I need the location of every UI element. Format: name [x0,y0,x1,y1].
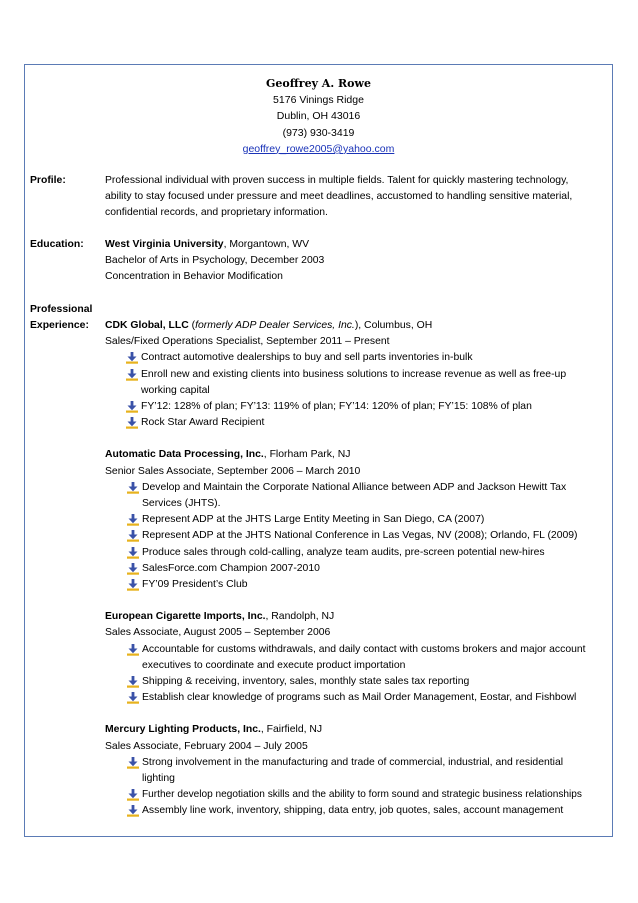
list-item [105,561,610,577]
bullet-text: FY’09 President’s Club [142,579,248,591]
list-item-continuation [104,383,610,399]
bullet-text: Strong involvement in the manufacturing and trade of commercial, industrial, and residential [142,756,564,768]
list-item [105,480,610,496]
list-item-continuation [105,496,610,512]
company-name: Automatic Data Processing, Inc. [105,449,264,461]
down-arrow-bullet-icon [126,369,138,381]
list-item [105,528,610,544]
job-entry [105,447,610,593]
list-item [104,350,610,366]
list-item [105,690,610,706]
list-item [104,415,610,431]
list-item [105,512,610,528]
bullet-text: lighting [142,773,175,785]
school-location: , Morgantown, WV [223,239,310,250]
job-title: Senior Sales Associate, September 2006 – March 2010 [105,465,361,477]
bullet-text: Further develop negotiation skills and the ability to form sound and strategic business relationships [142,789,582,801]
list-item [105,577,610,593]
education-body [105,237,610,286]
job-title: Sales Associate, August 2005 – September 2006 [105,627,331,639]
bullet-text: executives to coordinate and execute product importation [142,659,406,671]
bullet-text: Develop and Maintain the Corporate National Alliance between ADP and Jackson Hewitt Tax [142,481,567,493]
bullet-text: Represent ADP at the JHTS National Conference in Las Vegas, NV (2008); Orlando, FL (2009) [142,530,578,542]
bullet-text: Accountable for customs withdrawals, and daily contact with customs brokers and major account [142,643,586,655]
list-item [105,755,610,771]
list-item [105,787,610,803]
profile-body [105,173,610,222]
former-company-name: formerly ADP Dealer Services, Inc. [195,320,355,331]
job-entry [105,609,610,706]
job-entry [105,318,610,431]
down-arrow-bullet-icon [127,789,139,801]
down-arrow-bullet-icon [127,676,139,688]
down-arrow-bullet-icon [127,644,139,656]
bullet-text: Services (JHTS). [142,498,221,510]
concentration: Concentration in Behavior Modification [105,271,283,283]
down-arrow-bullet-icon [127,563,139,575]
bullet-text: working capital [141,384,210,396]
company-location: , Fairfield, NJ [260,724,323,736]
company-paren: ( [188,320,196,331]
experience-label-line-2: Experience: [30,320,89,332]
down-arrow-bullet-icon [127,530,139,542]
list-item [104,399,610,415]
down-arrow-bullet-icon [127,757,139,769]
list-item [105,674,610,690]
contact-header [24,76,613,157]
email-link[interactable]: geoffrey_rowe2005@yahoo.com [242,142,395,155]
experience-body [105,318,610,820]
address-line-2: Dublin, OH 43016 [276,110,361,123]
profile-line: confidential records, and proprietary information. [105,207,328,219]
down-arrow-bullet-icon [127,482,139,494]
phone-number: (973) 930-3419 [282,126,355,139]
bullet-text: Enroll new and existing clients into business solutions to increase revenue as well as free-up [141,368,567,380]
education-label: Education: [30,239,84,250]
list-item [105,642,610,658]
down-arrow-bullet-icon [127,579,139,591]
bullet-text: SalesForce.com Champion 2007-2010 [142,562,320,574]
candidate-name: Geoffrey A. Rowe [266,77,371,90]
company-name: Mercury Lighting Products, Inc. [105,724,261,736]
company-location: ), Columbus, OH [354,320,433,331]
experience-label [30,302,104,334]
bullet-text: Assembly line work, inventory, shipping, data entry, job quotes, sales, account management [142,805,564,817]
job-title: Sales/Fixed Operations Specialist, September 2011 – Present [105,336,390,348]
down-arrow-bullet-icon [127,805,139,817]
bullet-text: FY’12: 128% of plan; FY’13: 119% of plan; FY’14: 120% of plan; FY’15: 108% of plan [141,401,532,413]
list-item [105,545,610,561]
down-arrow-bullet-icon [127,547,139,559]
job-entry [105,722,610,819]
bullet-text: Produce sales through cold-calling, analyze team audits, pre-screen potential new-hires [142,546,545,558]
list-item [105,803,610,819]
down-arrow-bullet-icon [127,514,139,526]
down-arrow-bullet-icon [127,692,139,704]
down-arrow-bullet-icon [126,352,138,364]
address-line-1: 5176 Vinings Ridge [273,94,364,107]
bullet-text: Contract automotive dealerships to buy and sell parts inventories in-bulk [141,352,473,364]
company-location: , Randolph, NJ [265,611,335,623]
school-name: West Virginia University [105,239,224,250]
profile-line: ability to stay focused under pressure and meet deadlines, accustomed to handling sensitive material, [105,191,573,203]
company-location: , Florham Park, NJ [263,449,351,461]
bullet-text: Represent ADP at the JHTS Large Entity Meeting in San Diego, CA (2007) [142,514,485,526]
job-title: Sales Associate, February 2004 – July 2005 [105,740,308,752]
bullet-text: Shipping & receiving, inventory, sales, monthly state sales tax reporting [142,676,470,688]
profile-line: Professional individual with proven success in multiple fields. Talent for quickly mastering technology, [105,175,569,186]
profile-label: Profile: [30,175,66,186]
down-arrow-bullet-icon [126,401,138,413]
list-item [104,367,610,383]
down-arrow-bullet-icon [126,417,138,429]
bullet-text: Establish clear knowledge of programs such as Mail Order Management, Eostar, and Fishbowl [142,692,577,704]
company-name: CDK Global, LLC [105,320,189,331]
list-item-continuation [105,658,610,674]
list-item-continuation [105,771,610,787]
bullet-text: Rock Star Award Recipient [141,417,265,429]
company-name: European Cigarette Imports, Inc. [105,611,266,623]
experience-label-line-1: Professional [30,304,93,315]
degree: Bachelor of Arts in Psychology, December 2003 [105,255,325,267]
